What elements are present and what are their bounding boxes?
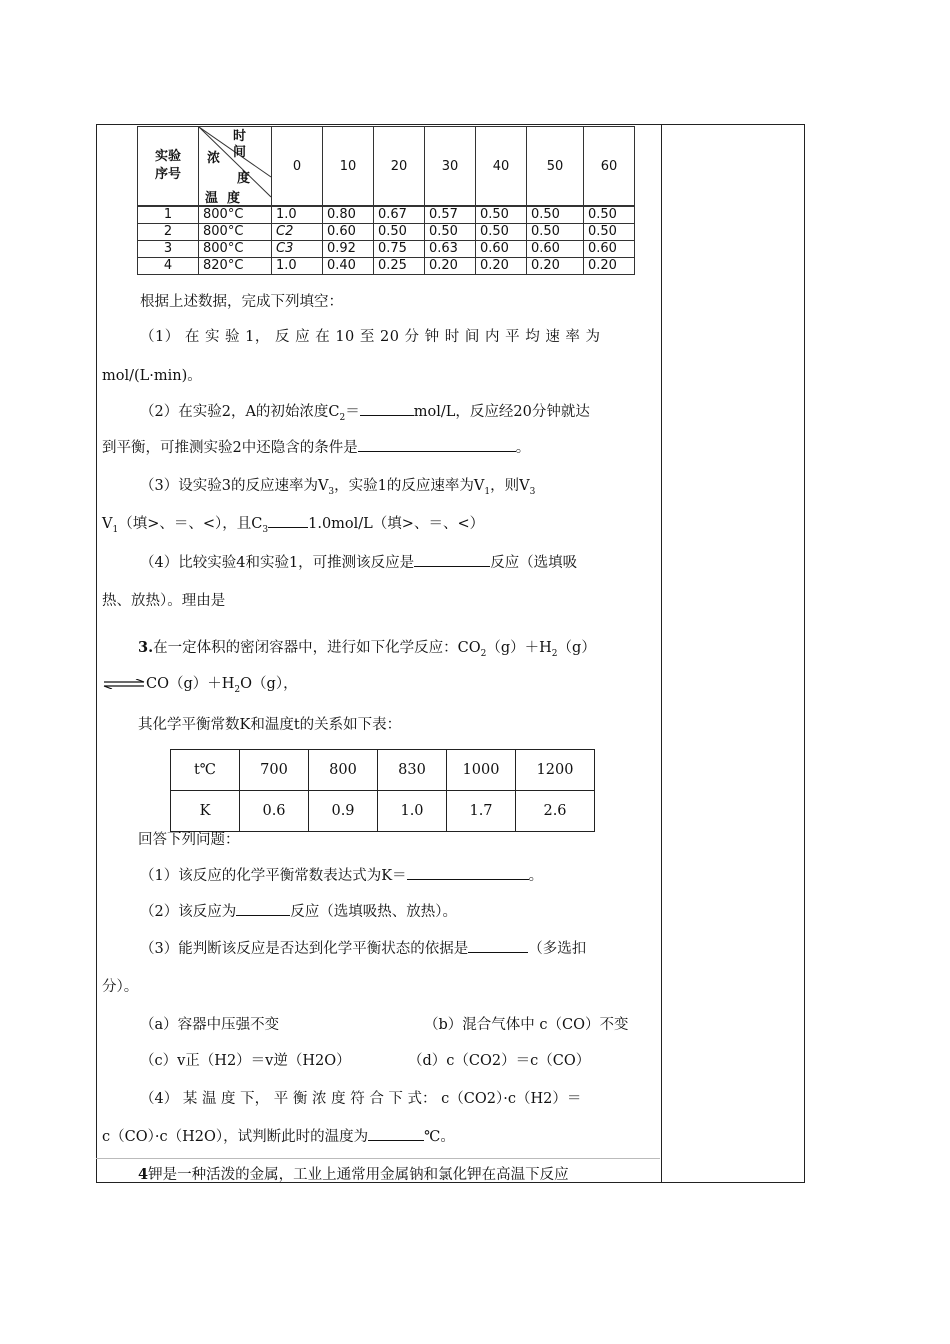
- q2-part1-line1: （1） 在 实 验 1， 反 应 在 10 至 20 分 钟 时 间 内 平 均 速 率 为: [140, 329, 601, 345]
- q3-stem-line1: 3.在一定体积的密闭容器中，进行如下化学反应：$CO_2(g)+H_2(g)$: [138, 639, 596, 659]
- equilibrium-constant-table: [170, 749, 595, 832]
- diag-deg-label: 度: [237, 171, 251, 186]
- table-row: K 0.6 0.9 1.0 1.7 2.6: [171, 791, 595, 832]
- time-header: 30: [425, 127, 476, 207]
- answer-blank[interactable]: [368, 1126, 424, 1141]
- answer-blank[interactable]: [360, 401, 414, 416]
- serial-header: 实验 序号: [138, 127, 199, 207]
- q3-sub1: （1）该反应的化学平衡常数表达式为K＝ 。: [140, 864, 543, 885]
- answer-blank[interactable]: [468, 938, 528, 953]
- q2-part3-line2: $V_1$（填>、＝、<），且$C_3$ 1.0mol/L（填>、＝、<）: [102, 512, 484, 535]
- q3-sub3-line2: 分）。: [102, 979, 139, 995]
- time-header: 10: [323, 127, 374, 207]
- answer-blank[interactable]: [414, 552, 490, 567]
- time-header: 40: [476, 127, 527, 207]
- q2-part2-line2: 到平衡，可推测实验2中还隐含的条件是 。: [102, 436, 530, 457]
- q3-option-b: （b）混合气体中 c（CO）不变: [424, 1017, 629, 1033]
- q3-stem-line2: $CO(g)+H_2O(g)$，: [102, 672, 298, 695]
- q2-intro: 根据上述数据，完成下列填空：: [140, 294, 343, 310]
- q2-part2-line1: （2）在实验2，A的初始浓度$C_2= mol/L$，反应经20分钟就达: [140, 400, 590, 423]
- answer-blank[interactable]: [358, 437, 516, 452]
- table-row: 3 800°C C3 0.92 0.75 0.63 0.60 0.60 0.60: [138, 241, 635, 258]
- q2-part4-line1: （4）比较实验4和实验1，可推测该反应是 反应（选填吸: [140, 551, 577, 572]
- column-divider: [661, 125, 662, 1182]
- q3-option-c: （c）v正（H2）＝v逆（H2O）: [140, 1053, 351, 1069]
- q3-sub4-line1: （4） 某 温 度 下， 平 衡 浓 度 符 合 下 式： c（CO2）·c（H2）＝: [140, 1091, 582, 1107]
- q2-part1-line2: mol/(L·min)。: [102, 368, 202, 384]
- experiment-data-table: [137, 126, 635, 275]
- answer-blank[interactable]: [236, 901, 290, 916]
- q3-option-d: （d）c（CO2）＝c（CO）: [408, 1053, 591, 1069]
- table-row: 2 800°C C2 0.60 0.50 0.50 0.50 0.50 0.50: [138, 224, 635, 241]
- diag-temp-label: 温 度: [205, 191, 241, 206]
- q2-part4-line2: 热、放热）。理由是: [102, 593, 226, 609]
- answer-blank[interactable]: [268, 513, 308, 528]
- q3-answer-intro: 回答下列问题：: [138, 832, 240, 848]
- q4-stem: 4钾是一种活泼的金属，工业上通常用金属钠和氯化钾在高温下反应: [138, 1166, 569, 1183]
- time-header: 20: [374, 127, 425, 207]
- q2-part3-line1: （3）设实验3的反应速率为$V_3$，实验1的反应速率为$V_1$，则$V_3$: [140, 478, 536, 497]
- table-row: t℃ 700 800 830 1000 1200: [171, 750, 595, 791]
- time-header: 50: [527, 127, 584, 207]
- q3-sub3-line1: （3）能判断该反应是否达到化学平衡状态的依据是 （多选扣: [140, 937, 586, 958]
- diagonal-header-cell: [199, 127, 272, 207]
- q3-sub2: （2）该反应为 反应（选填吸热、放热）。: [140, 900, 457, 921]
- q3-option-a: （a）容器中压强不变: [140, 1017, 280, 1033]
- time-header: 60: [584, 127, 635, 207]
- time-header: 0: [272, 127, 323, 207]
- q3-sub4-line2: c（CO）·c（H2O），试判断此时的温度为 ℃。: [102, 1125, 455, 1146]
- q3-stem-line3: 其化学平衡常数K和温度t的关系如下表：: [138, 717, 402, 733]
- table-row: 4 820°C 1.0 0.40 0.25 0.20 0.20 0.20 0.20: [138, 258, 635, 275]
- table-row: 1 800°C 1.0 0.80 0.67 0.57 0.50 0.50 0.50: [138, 206, 635, 224]
- diag-conc-label: 浓: [207, 151, 221, 166]
- row-divider: [96, 1158, 660, 1159]
- answer-blank[interactable]: [407, 865, 529, 880]
- diag-time-label: 时 间: [233, 129, 247, 160]
- equilibrium-arrow-icon: [102, 679, 146, 689]
